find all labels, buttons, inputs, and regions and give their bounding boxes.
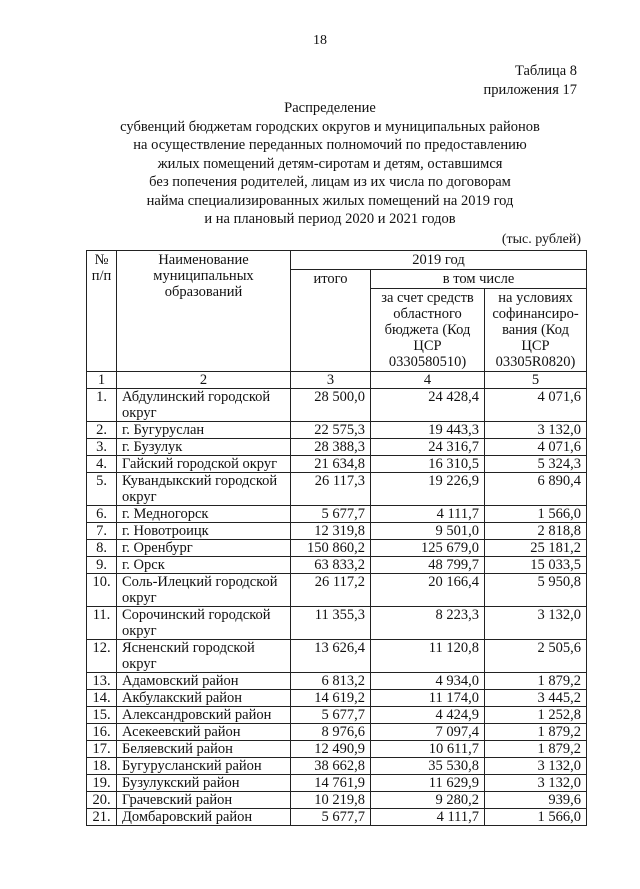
total-value: 12 319,8	[291, 523, 371, 540]
subvention-table	[86, 250, 587, 826]
total-value: 63 833,2	[291, 557, 371, 574]
municipality-name: Ясненский городской округ	[117, 640, 291, 673]
row-number: 20.	[87, 792, 117, 809]
row-number: 14.	[87, 690, 117, 707]
table-label-line-2: приложения 17	[483, 82, 577, 98]
regional-budget-value: 10 611,7	[371, 741, 485, 758]
row-number: 6.	[87, 506, 117, 523]
cofinancing-value: 4 071,6	[485, 389, 587, 422]
total-value: 12 490,9	[291, 741, 371, 758]
row-number: 5.	[87, 473, 117, 506]
total-value: 10 219,8	[291, 792, 371, 809]
row-number: 12.	[87, 640, 117, 673]
cofinancing-value: 1 879,2	[485, 741, 587, 758]
table-row	[87, 456, 587, 473]
heading-line: без попечения родителей, лицам из их числа по договорам	[149, 174, 511, 190]
total-value: 13 626,4	[291, 640, 371, 673]
heading-line: на осуществление переданных полномочий по предоставлению	[133, 137, 527, 153]
index-cell: 1	[87, 372, 117, 389]
row-number: 21.	[87, 809, 117, 826]
units-note: (тыс. рублей)	[501, 232, 581, 247]
regional-budget-value: 7 097,4	[371, 724, 485, 741]
header-total: итого	[291, 270, 371, 372]
municipality-name: Соль-Илецкий городской округ	[117, 574, 291, 607]
regional-budget-value: 48 799,7	[371, 557, 485, 574]
table-row	[87, 724, 587, 741]
cofinancing-value: 3 132,0	[485, 607, 587, 640]
row-number: 4.	[87, 456, 117, 473]
table-row	[87, 690, 587, 707]
total-value: 5 677,7	[291, 809, 371, 826]
total-value: 28 500,0	[291, 389, 371, 422]
municipality-name: г. Новотроицк	[117, 523, 291, 540]
column-index-row	[87, 372, 587, 389]
table-row	[87, 741, 587, 758]
document-heading	[40, 99, 620, 229]
table-row	[87, 809, 587, 826]
municipality-name: Бузулукский район	[117, 775, 291, 792]
cofinancing-value: 15 033,5	[485, 557, 587, 574]
regional-budget-value: 11 629,9	[371, 775, 485, 792]
header-name: Наименование муниципальных образований	[117, 251, 291, 372]
cofinancing-value: 3 132,0	[485, 758, 587, 775]
regional-budget-value: 4 934,0	[371, 673, 485, 690]
municipality-name: г. Орск	[117, 557, 291, 574]
regional-budget-value: 24 316,7	[371, 439, 485, 456]
row-number: 7.	[87, 523, 117, 540]
row-number: 15.	[87, 707, 117, 724]
row-number: 11.	[87, 607, 117, 640]
header-regional: за счет средств областного бюджета (Код ЦСР 0330580510)	[371, 289, 485, 372]
table-row	[87, 557, 587, 574]
row-number: 1.	[87, 389, 117, 422]
index-cell: 2	[117, 372, 291, 389]
cofinancing-value: 5 950,8	[485, 574, 587, 607]
row-number: 13.	[87, 673, 117, 690]
cofinancing-value: 3 445,2	[485, 690, 587, 707]
index-cell: 3	[291, 372, 371, 389]
regional-budget-value: 24 428,4	[371, 389, 485, 422]
regional-budget-value: 4 111,7	[371, 809, 485, 826]
table-row	[87, 673, 587, 690]
table-label	[484, 62, 577, 100]
total-value: 5 677,7	[291, 707, 371, 724]
regional-budget-value: 125 679,0	[371, 540, 485, 557]
regional-budget-value: 19 443,3	[371, 422, 485, 439]
header-cofinancing: на условиях софинансиро-вания (Код ЦСР 03305R0820)	[485, 289, 587, 372]
table-row	[87, 707, 587, 724]
total-value: 14 761,9	[291, 775, 371, 792]
total-value: 22 575,3	[291, 422, 371, 439]
heading-line: найма специализированных жилых помещений на 2019 год	[146, 192, 514, 209]
regional-budget-value: 16 310,5	[371, 456, 485, 473]
cofinancing-value: 2 505,6	[485, 640, 587, 673]
municipality-name: Беляевский район	[117, 741, 291, 758]
cofinancing-value: 3 132,0	[485, 775, 587, 792]
cofinancing-value: 1 879,2	[485, 724, 587, 741]
index-cell: 4	[371, 372, 485, 389]
table-row	[87, 389, 587, 422]
cofinancing-value: 1 566,0	[485, 506, 587, 523]
total-value: 5 677,7	[291, 506, 371, 523]
regional-budget-value: 11 120,8	[371, 640, 485, 673]
cofinancing-value: 4 071,6	[485, 439, 587, 456]
municipality-name: Александровский район	[117, 707, 291, 724]
regional-budget-value: 9 501,0	[371, 523, 485, 540]
municipality-name: Грачевский район	[117, 792, 291, 809]
table-row	[87, 523, 587, 540]
regional-budget-value: 19 226,9	[371, 473, 485, 506]
municipality-name: Кувандыкский городской округ	[117, 473, 291, 506]
cofinancing-value: 1 879,2	[485, 673, 587, 690]
row-number: 16.	[87, 724, 117, 741]
heading-line: и на плановый период 2020 и 2021 годов	[204, 211, 456, 227]
regional-budget-value: 4 111,7	[371, 506, 485, 523]
total-value: 28 388,3	[291, 439, 371, 456]
table-row	[87, 473, 587, 506]
total-value: 6 813,2	[291, 673, 371, 690]
municipality-name: Бугурусланский район	[117, 758, 291, 775]
total-value: 21 634,8	[291, 456, 371, 473]
cofinancing-value: 5 324,3	[485, 456, 587, 473]
table-row	[87, 640, 587, 673]
total-value: 26 117,2	[291, 574, 371, 607]
table-row	[87, 506, 587, 523]
total-value: 11 355,3	[291, 607, 371, 640]
table-row	[87, 439, 587, 456]
row-number: 10.	[87, 574, 117, 607]
row-number: 19.	[87, 775, 117, 792]
row-number: 2.	[87, 422, 117, 439]
cofinancing-value: 1 566,0	[485, 809, 587, 826]
total-value: 150 860,2	[291, 540, 371, 557]
municipality-name: Асекеевский район	[117, 724, 291, 741]
table-body	[87, 372, 587, 826]
header-num: № п/п	[87, 251, 117, 372]
table-row	[87, 775, 587, 792]
heading-line: жилых помещений детям-сиротам и детям, оставшимся	[157, 155, 503, 172]
municipality-name: г. Медногорск	[117, 506, 291, 523]
municipality-name: Домбаровский район	[117, 809, 291, 826]
regional-budget-value: 11 174,0	[371, 690, 485, 707]
heading-line: субвенций бюджетам городских округов и муниципальных районов	[120, 118, 540, 135]
municipality-name: Сорочинский городской округ	[117, 607, 291, 640]
regional-budget-value: 8 223,3	[371, 607, 485, 640]
municipality-name: г. Оренбург	[117, 540, 291, 557]
cofinancing-value: 2 818,8	[485, 523, 587, 540]
municipality-name: Гайский городской округ	[117, 456, 291, 473]
table-row	[87, 758, 587, 775]
table-row	[87, 607, 587, 640]
municipality-name: Акбулакский район	[117, 690, 291, 707]
row-number: 9.	[87, 557, 117, 574]
regional-budget-value: 4 424,9	[371, 707, 485, 724]
total-value: 38 662,8	[291, 758, 371, 775]
row-number: 17.	[87, 741, 117, 758]
table-header	[87, 251, 587, 372]
cofinancing-value: 25 181,2	[485, 540, 587, 557]
table-row	[87, 540, 587, 557]
total-value: 14 619,2	[291, 690, 371, 707]
cofinancing-value: 1 252,8	[485, 707, 587, 724]
table-label-line-1: Таблица 8	[514, 63, 577, 79]
heading-line: Распределение	[284, 100, 376, 116]
municipality-name: Абдулинский городской округ	[117, 389, 291, 422]
table-row	[87, 422, 587, 439]
row-number: 18.	[87, 758, 117, 775]
page-number: 18	[313, 33, 327, 48]
regional-budget-value: 35 530,8	[371, 758, 485, 775]
regional-budget-value: 9 280,2	[371, 792, 485, 809]
cofinancing-value: 3 132,0	[485, 422, 587, 439]
municipality-name: Адамовский район	[117, 673, 291, 690]
row-number: 3.	[87, 439, 117, 456]
total-value: 26 117,3	[291, 473, 371, 506]
cofinancing-value: 6 890,4	[485, 473, 587, 506]
table-row	[87, 792, 587, 809]
header-year: 2019 год	[291, 251, 587, 270]
table-row	[87, 574, 587, 607]
total-value: 8 976,6	[291, 724, 371, 741]
header-including: в том числе	[371, 270, 587, 289]
municipality-name: г. Бузулук	[117, 439, 291, 456]
regional-budget-value: 20 166,4	[371, 574, 485, 607]
index-cell: 5	[485, 372, 587, 389]
row-number: 8.	[87, 540, 117, 557]
cofinancing-value: 939,6	[485, 792, 587, 809]
municipality-name: г. Бугуруслан	[117, 422, 291, 439]
